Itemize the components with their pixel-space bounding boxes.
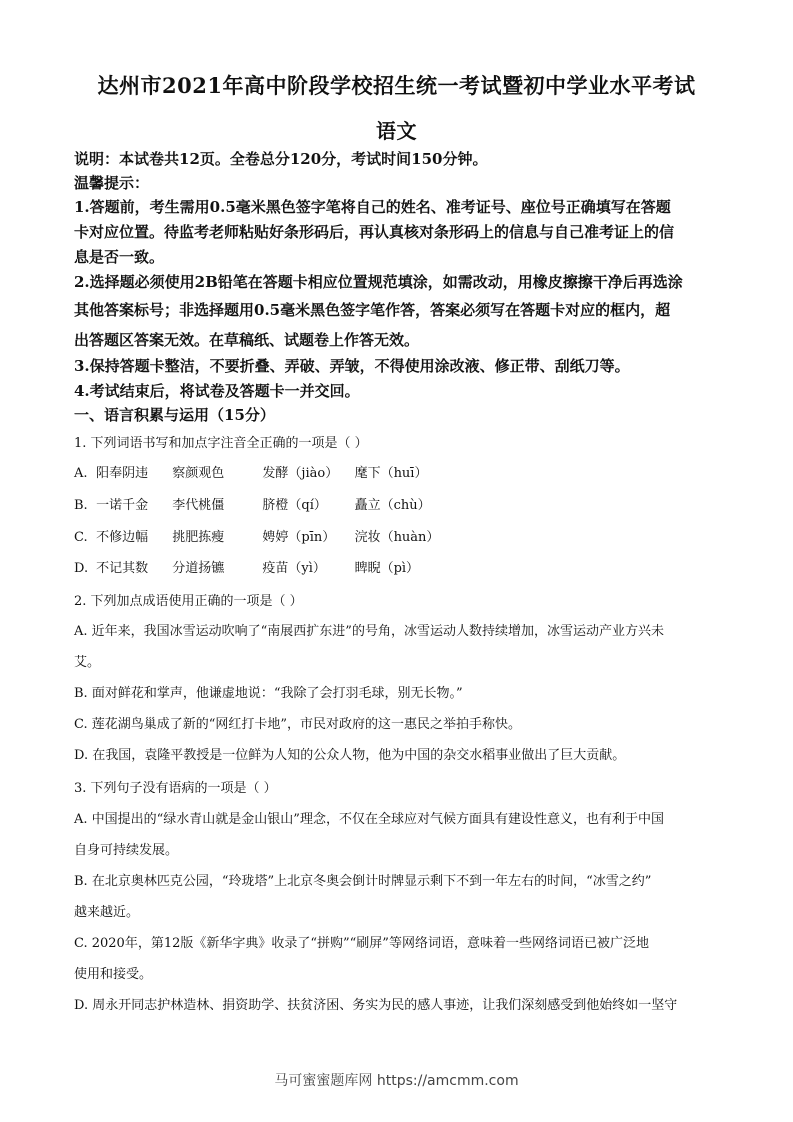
option-word: 麾下（huī） — [354, 466, 428, 481]
question-3-option-a-cont: 自身可持续发展。 — [74, 843, 179, 858]
question-3-option-c-cont: 使用和接受。 — [74, 967, 153, 982]
subject-title: 语文 — [376, 119, 417, 143]
tip-line: 其他答案标号；非选择题用0.5毫米黑色签字笔作答，答案必须写在答题卡对应的框内，超 — [74, 301, 671, 319]
question-3-option-d: D. 周永开同志护林造林、捐资助学、扶贫济困、务实为民的感人事迹，让我们深刻感受到他始终如一坚守 — [74, 998, 678, 1013]
question-3-option-a: A. 中国提出的“绿水青山就是金山银山”理念，不仅在全球应对气候方面具有建设性意义，也有利于中国 — [74, 812, 664, 827]
option-word: 不记其数 — [96, 561, 149, 576]
option-label: D. — [74, 561, 89, 576]
question-2-option-b: B. 面对鲜花和掌声，他谦虚地说：“我除了会打羽毛球，别无长物。” — [74, 686, 463, 701]
tip-line: 4.考试结束后，将试卷及答题卡一并交回。 — [74, 382, 360, 400]
question-1-option-c — [74, 526, 439, 545]
tip-line: 2.选择题必须使用2B铅笔在答题卡相应位置规范填涂，如需改动，用橡皮擦擦干净后再选涂 — [74, 273, 683, 291]
question-2-option-c: C. 莲花湖鸟巢成了新的“网红打卡地”，市民对政府的这一惠民之举拍手称快。 — [74, 717, 522, 732]
exam-title: 达州市2021年高中阶段学校招生统一考试暨初中学业水平考试 — [97, 73, 696, 98]
question-3-option-c: C. 2020年，第12版《新华字典》收录了“拼购”“刷屏”等网络词语，意味着一些网络词语已被广泛地 — [74, 936, 649, 951]
tips-heading: 温馨提示： — [74, 174, 150, 192]
option-word: 察颜观色 — [172, 466, 225, 481]
option-label: A. — [74, 466, 88, 481]
option-label: B. — [74, 498, 88, 513]
question-3-option-b-cont: 越来越近。 — [74, 905, 140, 920]
option-word: 浣妆（huàn） — [354, 530, 440, 545]
option-word: 睥睨（pì） — [354, 561, 420, 576]
tip-line: 1.答题前，考生需用0.5毫米黑色签字笔将自己的姓名、准考证号、座位号正确填写在答题 — [74, 198, 671, 216]
question-2-option-a: A. 近年来，我国冰雪运动吹响了“南展西扩东进”的号角，冰雪运动人数持续增加，冰雪运动产业方兴未 — [74, 624, 664, 639]
option-word: 脐橙（qí） — [262, 498, 327, 513]
tip-line: 3.保持答题卡整洁，不要折叠、弄破、弄皱，不得使用涂改液、修正带、刮纸刀等。 — [74, 357, 630, 375]
question-1-option-a — [74, 462, 427, 481]
exam-intro: 说明：本试卷共12页。全卷总分120分，考试时间150分钟。 — [74, 150, 488, 168]
question-3-stem: 3. 下列句子没有语病的一项是（ ） — [74, 781, 277, 796]
option-word: 阳奉阴违 — [96, 466, 149, 481]
tip-line: 息是否一致。 — [74, 248, 165, 266]
option-word: 挑肥拣瘦 — [172, 530, 225, 545]
question-2-option-d: D. 在我国，袁隆平教授是一位鲜为人知的公众人物，他为中国的杂交水稻事业做出了巨大贡献。 — [74, 748, 626, 763]
question-2-stem: 2. 下列加点成语使用正确的一项是（ ） — [74, 594, 303, 609]
question-1-stem: 1. 下列词语书写和加点字注音全正确的一项是（ ） — [74, 436, 368, 451]
option-word: 一诺千金 — [96, 498, 149, 513]
question-1-option-d — [74, 557, 419, 576]
option-word: 李代桃僵 — [172, 498, 225, 513]
question-1-option-b — [74, 494, 431, 513]
tip-line: 卡对应位置。待监考老师粘贴好条形码后，再认真核对条形码上的信息与自己准考证上的信 — [74, 223, 675, 241]
option-word: 娉婷（pīn） — [262, 530, 336, 545]
option-word: 分道扬镳 — [172, 561, 225, 576]
watermark-footer: 马可蜜蜜题库网 https://amcmm.com — [274, 1073, 519, 1089]
question-2-option-a-cont: 艾。 — [74, 655, 101, 670]
option-word: 发酵（jiào） — [262, 466, 339, 481]
option-word: 疫苗（yì） — [262, 561, 326, 576]
tip-line: 出答题区答案无效。在草稿纸、试题卷上作答无效。 — [74, 331, 420, 349]
section-heading: 一、语言积累与运用（15分） — [74, 406, 275, 424]
option-label: C. — [74, 530, 88, 545]
question-3-option-b: B. 在北京奥林匹克公园，“玲珑塔”上北京冬奥会倒计时牌显示剩下不到一年左右的时间，“冰雪之约” — [74, 874, 652, 889]
option-word: 不修边幅 — [96, 530, 149, 545]
option-word: 矗立（chù） — [354, 498, 431, 513]
